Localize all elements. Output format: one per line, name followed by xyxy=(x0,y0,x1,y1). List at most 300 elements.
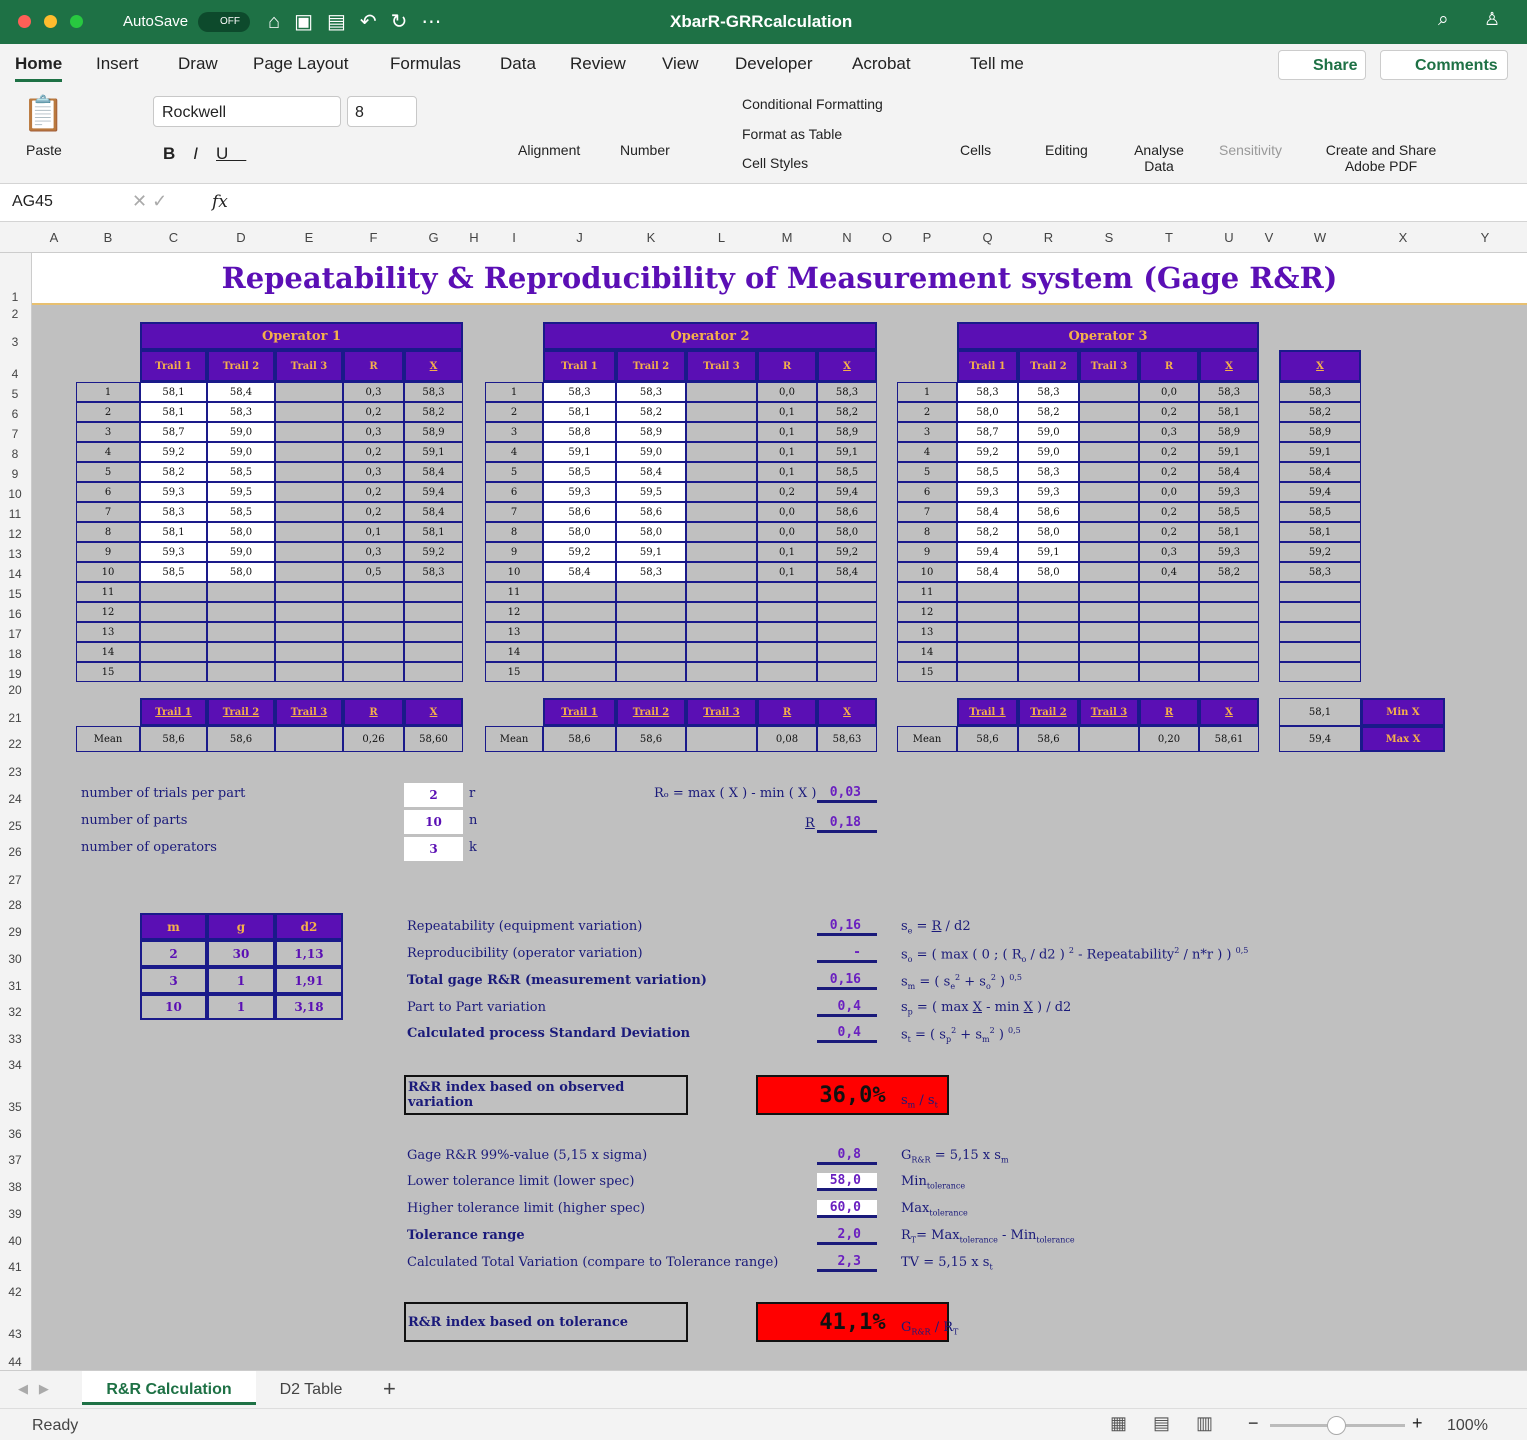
measurement-cell[interactable] xyxy=(1079,482,1139,502)
row-header-36[interactable]: 36 xyxy=(8,1127,22,1141)
mean-value[interactable] xyxy=(686,726,757,752)
mean-value[interactable]: 0,08 xyxy=(757,726,817,752)
measurement-cell[interactable]: 0,1 xyxy=(343,522,404,542)
measurement-cell[interactable]: 0,1 xyxy=(757,442,817,462)
measurement-cell[interactable]: 59,3 xyxy=(140,482,207,502)
measurement-cell[interactable] xyxy=(275,642,343,662)
measurement-cell[interactable]: 0,2 xyxy=(1139,442,1199,462)
part-number[interactable]: 13 xyxy=(76,622,140,642)
row-header-7[interactable]: 7 xyxy=(11,427,19,441)
measurement-cell[interactable] xyxy=(1199,602,1259,622)
part-number[interactable]: 10 xyxy=(76,562,140,582)
measurement-cell[interactable]: 58,8 xyxy=(543,422,616,442)
measurement-cell[interactable] xyxy=(207,582,275,602)
autosave-toggle[interactable]: OFF xyxy=(198,12,250,32)
ribbon-tab-page-layout[interactable]: Page Layout xyxy=(253,54,349,73)
row-header-5[interactable]: 5 xyxy=(11,387,19,401)
worksheet[interactable] xyxy=(32,253,1527,1370)
column-header[interactable]: X xyxy=(1398,230,1408,245)
column-header[interactable]: Y xyxy=(1480,230,1490,245)
measurement-cell[interactable]: 59,0 xyxy=(207,442,275,462)
part-number[interactable]: 2 xyxy=(485,402,543,422)
row-header-18[interactable]: 18 xyxy=(8,647,22,661)
measurement-cell[interactable] xyxy=(957,602,1018,622)
view-buttons[interactable]: ▦▤▥ xyxy=(1110,1413,1240,1433)
measurement-cell[interactable]: 58,4 xyxy=(957,562,1018,582)
measurement-cell[interactable]: 58,0 xyxy=(207,522,275,542)
measurement-cell[interactable]: 0,1 xyxy=(757,462,817,482)
measurement-cell[interactable] xyxy=(275,382,343,402)
row-header-38[interactable]: 38 xyxy=(8,1180,22,1194)
zoom-out-button[interactable]: − xyxy=(1248,1413,1259,1433)
measurement-cell[interactable] xyxy=(686,542,757,562)
measurement-cell[interactable] xyxy=(616,602,686,622)
part-number[interactable]: 11 xyxy=(76,582,140,602)
measurement-cell[interactable]: 0,1 xyxy=(757,542,817,562)
font-style-buttons[interactable]: BIU xyxy=(163,144,247,163)
measurement-cell[interactable]: 59,2 xyxy=(140,442,207,462)
paste-icon[interactable]: 📋 xyxy=(22,95,65,133)
row-header-13[interactable]: 13 xyxy=(8,547,22,561)
column-header[interactable]: D xyxy=(236,230,246,245)
measurement-cell[interactable]: 58,4 xyxy=(404,502,463,522)
measurement-cell[interactable] xyxy=(140,642,207,662)
measurement-cell[interactable] xyxy=(1018,602,1079,622)
font-size-select[interactable]: 8 xyxy=(347,96,417,127)
mean-value[interactable]: 58,6 xyxy=(207,726,275,752)
measurement-cell[interactable] xyxy=(957,642,1018,662)
column-header[interactable]: I xyxy=(512,230,516,245)
measurement-cell[interactable]: 0,0 xyxy=(757,382,817,402)
row-header-37[interactable]: 37 xyxy=(8,1153,22,1167)
measurement-cell[interactable]: 58,1 xyxy=(543,402,616,422)
measurement-cell[interactable]: 0,0 xyxy=(1139,482,1199,502)
column-header[interactable]: M xyxy=(781,230,793,245)
row-header-22[interactable]: 22 xyxy=(8,737,22,751)
part-number[interactable]: 10 xyxy=(485,562,543,582)
row-header-27[interactable]: 27 xyxy=(8,873,22,887)
column-header[interactable]: R xyxy=(1043,230,1054,245)
part-number[interactable]: 9 xyxy=(76,542,140,562)
measurement-cell[interactable]: 59,1 xyxy=(1199,442,1259,462)
measurement-cell[interactable] xyxy=(275,542,343,562)
measurement-cell[interactable]: 59,4 xyxy=(957,542,1018,562)
row-header-24[interactable]: 24 xyxy=(8,792,22,806)
column-header[interactable]: L xyxy=(717,230,726,245)
measurement-cell[interactable]: 58,1 xyxy=(140,522,207,542)
measurement-cell[interactable]: 59,3 xyxy=(1199,482,1259,502)
ribbon-tab-acrobat[interactable]: Acrobat xyxy=(852,54,911,73)
measurement-cell[interactable] xyxy=(1018,622,1079,642)
measurement-cell[interactable]: 0,3 xyxy=(343,382,404,402)
row-header-20[interactable]: 20 xyxy=(8,683,22,697)
zoom-slider-handle[interactable] xyxy=(1327,1416,1346,1435)
measurement-cell[interactable]: 58,7 xyxy=(957,422,1018,442)
part-number[interactable]: 7 xyxy=(76,502,140,522)
column-header[interactable]: W xyxy=(1313,230,1327,245)
measurement-cell[interactable]: 58,6 xyxy=(616,502,686,522)
measurement-cell[interactable] xyxy=(1199,622,1259,642)
measurement-cell[interactable]: 59,3 xyxy=(957,482,1018,502)
measurement-cell[interactable] xyxy=(1199,662,1259,682)
measurement-cell[interactable] xyxy=(343,622,404,642)
measurement-cell[interactable]: 58,4 xyxy=(957,502,1018,522)
mean-value[interactable] xyxy=(1079,726,1139,752)
measurement-cell[interactable]: 58,3 xyxy=(1018,462,1079,482)
param-input[interactable]: 10 xyxy=(404,810,463,834)
measurement-cell[interactable] xyxy=(1079,662,1139,682)
xbar-value[interactable]: 58,2 xyxy=(1279,402,1361,422)
measurement-cell[interactable] xyxy=(957,662,1018,682)
part-number[interactable]: 14 xyxy=(485,642,543,662)
measurement-cell[interactable] xyxy=(1199,582,1259,602)
part-number[interactable]: 3 xyxy=(897,422,957,442)
measurement-cell[interactable] xyxy=(1079,382,1139,402)
measurement-cell[interactable]: 58,2 xyxy=(404,402,463,422)
part-number[interactable]: 15 xyxy=(485,662,543,682)
measurement-cell[interactable]: 58,5 xyxy=(207,462,275,482)
measurement-cell[interactable]: 58,4 xyxy=(404,462,463,482)
measurement-cell[interactable] xyxy=(275,502,343,522)
measurement-cell[interactable] xyxy=(817,602,877,622)
measurement-cell[interactable] xyxy=(1018,642,1079,662)
part-number[interactable]: 11 xyxy=(485,582,543,602)
measurement-cell[interactable] xyxy=(275,602,343,622)
measurement-cell[interactable]: 0,2 xyxy=(343,402,404,422)
part-number[interactable]: 6 xyxy=(76,482,140,502)
measurement-cell[interactable] xyxy=(686,502,757,522)
part-number[interactable]: 7 xyxy=(897,502,957,522)
part-number[interactable]: 6 xyxy=(485,482,543,502)
part-number[interactable]: 1 xyxy=(76,382,140,402)
min-xbar-value[interactable]: 58,1 xyxy=(1279,698,1361,726)
measurement-cell[interactable] xyxy=(275,522,343,542)
measurement-cell[interactable]: 58,4 xyxy=(543,562,616,582)
measurement-cell[interactable] xyxy=(757,582,817,602)
measurement-cell[interactable]: 0,2 xyxy=(343,502,404,522)
measurement-cell[interactable] xyxy=(140,622,207,642)
measurement-cell[interactable] xyxy=(275,662,343,682)
fx-icon[interactable]: fx xyxy=(212,192,228,212)
zoom-button[interactable] xyxy=(70,15,83,28)
measurement-cell[interactable] xyxy=(275,482,343,502)
measurement-cell[interactable]: 58,9 xyxy=(817,422,877,442)
column-header[interactable]: V xyxy=(1264,230,1274,245)
measurement-cell[interactable]: 59,2 xyxy=(404,542,463,562)
measurement-cell[interactable] xyxy=(1018,582,1079,602)
measurement-cell[interactable]: 0,2 xyxy=(1139,462,1199,482)
measurement-cell[interactable]: 58,2 xyxy=(140,462,207,482)
measurement-cell[interactable] xyxy=(1199,642,1259,662)
measurement-cell[interactable]: 59,0 xyxy=(207,542,275,562)
measurement-cell[interactable]: 59,3 xyxy=(543,482,616,502)
measurement-cell[interactable]: 0,2 xyxy=(1139,522,1199,542)
measurement-cell[interactable]: 58,3 xyxy=(817,382,877,402)
row-header-9[interactable]: 9 xyxy=(11,467,19,481)
quick-access-icons[interactable]: ⌂▣▤↶↻⋯ xyxy=(268,11,456,33)
measurement-cell[interactable]: 59,0 xyxy=(207,422,275,442)
row-header-15[interactable]: 15 xyxy=(8,587,22,601)
measurement-cell[interactable] xyxy=(1079,522,1139,542)
measurement-cell[interactable]: 0,2 xyxy=(757,482,817,502)
measurement-cell[interactable] xyxy=(686,422,757,442)
measurement-cell[interactable]: 58,1 xyxy=(1199,402,1259,422)
part-number[interactable]: 14 xyxy=(76,642,140,662)
measurement-cell[interactable] xyxy=(686,562,757,582)
measurement-cell[interactable] xyxy=(1139,602,1199,622)
column-header[interactable]: Q xyxy=(982,230,993,245)
row-header-35[interactable]: 35 xyxy=(8,1100,22,1114)
column-header[interactable]: G xyxy=(428,230,439,245)
result-value[interactable]: 60,0 xyxy=(817,1200,877,1218)
measurement-cell[interactable]: 59,3 xyxy=(1199,542,1259,562)
zoom-in-button[interactable]: + xyxy=(1412,1413,1423,1433)
mean-value[interactable]: 0,20 xyxy=(1139,726,1199,752)
measurement-cell[interactable]: 58,3 xyxy=(1018,382,1079,402)
measurement-cell[interactable]: 59,1 xyxy=(616,542,686,562)
measurement-cell[interactable] xyxy=(1018,662,1079,682)
part-number[interactable]: 10 xyxy=(897,562,957,582)
measurement-cell[interactable]: 58,3 xyxy=(404,562,463,582)
measurement-cell[interactable] xyxy=(1079,442,1139,462)
measurement-cell[interactable] xyxy=(1139,642,1199,662)
d2-cell[interactable]: 30 xyxy=(207,940,275,967)
cell-styles-button[interactable]: Cell Styles xyxy=(742,155,809,171)
measurement-cell[interactable] xyxy=(686,522,757,542)
row-header-19[interactable]: 19 xyxy=(8,667,22,681)
part-number[interactable]: 4 xyxy=(485,442,543,462)
measurement-cell[interactable]: 59,2 xyxy=(543,542,616,562)
measurement-cell[interactable] xyxy=(343,582,404,602)
measurement-cell[interactable] xyxy=(686,602,757,622)
measurement-cell[interactable] xyxy=(1079,422,1139,442)
part-number[interactable]: 5 xyxy=(897,462,957,482)
measurement-cell[interactable] xyxy=(616,622,686,642)
measurement-cell[interactable] xyxy=(275,402,343,422)
mean-value[interactable]: 58,6 xyxy=(957,726,1018,752)
cells-button[interactable]: Cells xyxy=(960,142,992,158)
analyse-data-button[interactable]: Analyse Data xyxy=(1134,142,1184,174)
measurement-cell[interactable] xyxy=(1079,622,1139,642)
column-header[interactable]: E xyxy=(304,230,314,245)
format-as-table-button[interactable]: Format as Table xyxy=(742,126,843,142)
measurement-cell[interactable]: 58,3 xyxy=(616,562,686,582)
measurement-cell[interactable]: 59,1 xyxy=(817,442,877,462)
param-input[interactable]: 3 xyxy=(404,837,463,861)
measurement-cell[interactable]: 58,2 xyxy=(1018,402,1079,422)
measurement-cell[interactable]: 59,2 xyxy=(957,442,1018,462)
measurement-cell[interactable]: 59,2 xyxy=(817,542,877,562)
mean-label[interactable]: Mean xyxy=(897,726,957,752)
measurement-cell[interactable]: 58,4 xyxy=(616,462,686,482)
part-number[interactable]: 15 xyxy=(897,662,957,682)
measurement-cell[interactable]: 58,1 xyxy=(404,522,463,542)
ribbon-tab-data[interactable]: Data xyxy=(500,54,536,73)
measurement-cell[interactable]: 58,1 xyxy=(1199,522,1259,542)
measurement-cell[interactable]: 58,0 xyxy=(957,402,1018,422)
row-header-23[interactable]: 23 xyxy=(8,765,22,779)
measurement-cell[interactable]: 0,3 xyxy=(343,462,404,482)
measurement-cell[interactable]: 59,0 xyxy=(616,442,686,462)
measurement-cell[interactable]: 0,0 xyxy=(1139,382,1199,402)
mean-label[interactable]: Mean xyxy=(76,726,140,752)
column-header[interactable]: P xyxy=(922,230,932,245)
row-header-30[interactable]: 30 xyxy=(8,952,22,966)
measurement-cell[interactable]: 59,1 xyxy=(543,442,616,462)
ribbon-tab-home[interactable]: Home xyxy=(15,54,62,82)
part-number[interactable]: 12 xyxy=(485,602,543,622)
measurement-cell[interactable]: 0,1 xyxy=(757,402,817,422)
part-number[interactable]: 5 xyxy=(485,462,543,482)
part-number[interactable]: 8 xyxy=(76,522,140,542)
paste-button[interactable]: Paste xyxy=(26,142,62,158)
measurement-cell[interactable] xyxy=(686,482,757,502)
ribbon-tab-tell-me[interactable]: Tell me xyxy=(970,54,1024,73)
d2-cell[interactable]: 10 xyxy=(140,994,207,1020)
d2-cell[interactable]: 1 xyxy=(207,967,275,994)
mean-value[interactable]: 58,60 xyxy=(404,726,463,752)
measurement-cell[interactable] xyxy=(140,662,207,682)
xbar-value[interactable]: 59,2 xyxy=(1279,542,1361,562)
part-number[interactable]: 9 xyxy=(897,542,957,562)
measurement-cell[interactable] xyxy=(543,602,616,622)
ribbon-tab-developer[interactable]: Developer xyxy=(735,54,813,73)
measurement-cell[interactable]: 59,3 xyxy=(1018,482,1079,502)
measurement-cell[interactable]: 0,3 xyxy=(343,542,404,562)
measurement-cell[interactable]: 58,3 xyxy=(404,382,463,402)
xbar-value[interactable] xyxy=(1279,642,1361,662)
result-value[interactable]: 58,0 xyxy=(817,1173,877,1191)
mean-value[interactable]: 0,26 xyxy=(343,726,404,752)
part-number[interactable]: 7 xyxy=(485,502,543,522)
measurement-cell[interactable] xyxy=(957,582,1018,602)
conditional-formatting-button[interactable]: Conditional Formatting xyxy=(742,96,883,112)
measurement-cell[interactable] xyxy=(686,622,757,642)
part-number[interactable]: 2 xyxy=(76,402,140,422)
measurement-cell[interactable] xyxy=(343,662,404,682)
measurement-cell[interactable] xyxy=(686,642,757,662)
measurement-cell[interactable]: 58,6 xyxy=(1018,502,1079,522)
measurement-cell[interactable] xyxy=(957,622,1018,642)
measurement-cell[interactable] xyxy=(1079,642,1139,662)
column-header[interactable]: O xyxy=(881,230,893,245)
measurement-cell[interactable] xyxy=(275,562,343,582)
add-sheet-button[interactable]: + xyxy=(383,1376,396,1401)
measurement-cell[interactable]: 0,2 xyxy=(1139,502,1199,522)
column-header[interactable]: U xyxy=(1224,230,1234,245)
row-header-29[interactable]: 29 xyxy=(8,925,22,939)
minimize-button[interactable] xyxy=(44,15,57,28)
share-button[interactable]: Share xyxy=(1278,50,1366,80)
measurement-cell[interactable]: 58,5 xyxy=(1199,502,1259,522)
measurement-cell[interactable] xyxy=(757,622,817,642)
row-header-44[interactable]: 44 xyxy=(8,1355,22,1369)
measurement-cell[interactable] xyxy=(686,582,757,602)
param-input[interactable]: 2 xyxy=(404,783,463,807)
measurement-cell[interactable]: 58,6 xyxy=(817,502,877,522)
mean-value[interactable]: 58,6 xyxy=(140,726,207,752)
measurement-cell[interactable]: 58,5 xyxy=(817,462,877,482)
mean-value[interactable]: 58,6 xyxy=(543,726,616,752)
measurement-cell[interactable] xyxy=(757,642,817,662)
part-number[interactable]: 1 xyxy=(485,382,543,402)
measurement-cell[interactable]: 58,4 xyxy=(817,562,877,582)
row-header-1[interactable]: 1 xyxy=(11,290,19,304)
ribbon-tab-review[interactable]: Review xyxy=(570,54,626,73)
d2-cell[interactable]: 1 xyxy=(207,994,275,1020)
measurement-cell[interactable]: 58,3 xyxy=(543,382,616,402)
measurement-cell[interactable] xyxy=(1139,622,1199,642)
alignment-button[interactable]: Alignment xyxy=(518,142,581,158)
xbar-value[interactable]: 58,1 xyxy=(1279,522,1361,542)
zoom-slider[interactable] xyxy=(1270,1424,1405,1427)
measurement-cell[interactable]: 58,7 xyxy=(140,422,207,442)
row-header-41[interactable]: 41 xyxy=(8,1260,22,1274)
measurement-cell[interactable] xyxy=(757,602,817,622)
xbar-value[interactable]: 59,4 xyxy=(1279,482,1361,502)
row-header-42[interactable]: 42 xyxy=(8,1285,22,1299)
measurement-cell[interactable]: 58,0 xyxy=(616,522,686,542)
column-header[interactable]: H xyxy=(469,230,479,245)
measurement-cell[interactable]: 0,4 xyxy=(1139,562,1199,582)
search-icon[interactable]: ⌕ xyxy=(1438,9,1449,30)
xbar-value[interactable] xyxy=(1279,622,1361,642)
measurement-cell[interactable] xyxy=(404,642,463,662)
part-number[interactable]: 12 xyxy=(76,602,140,622)
ribbon-tab-draw[interactable]: Draw xyxy=(178,54,218,73)
row-header-4[interactable]: 4 xyxy=(11,367,19,381)
part-number[interactable]: 12 xyxy=(897,602,957,622)
measurement-cell[interactable]: 58,3 xyxy=(140,502,207,522)
ribbon-tab-formulas[interactable]: Formulas xyxy=(390,54,461,73)
measurement-cell[interactable] xyxy=(404,622,463,642)
measurement-cell[interactable]: 58,1 xyxy=(140,382,207,402)
xbar-value[interactable]: 58,5 xyxy=(1279,502,1361,522)
mean-label[interactable]: Mean xyxy=(485,726,543,752)
d2-cell[interactable]: 1,13 xyxy=(275,940,343,967)
measurement-cell[interactable] xyxy=(207,622,275,642)
measurement-cell[interactable] xyxy=(543,622,616,642)
measurement-cell[interactable]: 0,3 xyxy=(343,422,404,442)
measurement-cell[interactable]: 58,2 xyxy=(1199,562,1259,582)
measurement-cell[interactable] xyxy=(207,642,275,662)
measurement-cell[interactable] xyxy=(1079,402,1139,422)
column-header[interactable]: B xyxy=(103,230,113,245)
measurement-cell[interactable] xyxy=(1079,542,1139,562)
close-button[interactable] xyxy=(18,15,31,28)
scroll-tabs-icon[interactable]: ◀ ▶ xyxy=(18,1381,49,1396)
measurement-cell[interactable] xyxy=(275,422,343,442)
number-button[interactable]: Number xyxy=(620,142,670,158)
part-number[interactable]: 4 xyxy=(76,442,140,462)
measurement-cell[interactable] xyxy=(686,382,757,402)
d2-cell[interactable]: 2 xyxy=(140,940,207,967)
mean-value[interactable]: 58,63 xyxy=(817,726,877,752)
measurement-cell[interactable]: 58,0 xyxy=(817,522,877,542)
d2-cell[interactable]: 3,18 xyxy=(275,994,343,1020)
measurement-cell[interactable] xyxy=(275,442,343,462)
measurement-cell[interactable] xyxy=(275,622,343,642)
measurement-cell[interactable] xyxy=(275,582,343,602)
measurement-cell[interactable]: 58,4 xyxy=(207,382,275,402)
adobe-pdf-button[interactable]: Create and Share Adobe PDF xyxy=(1325,142,1437,174)
measurement-cell[interactable] xyxy=(1079,502,1139,522)
column-header[interactable]: K xyxy=(646,230,656,245)
formula-input[interactable] xyxy=(245,188,1505,216)
measurement-cell[interactable] xyxy=(616,582,686,602)
name-box[interactable]: AG45 xyxy=(12,193,53,210)
measurement-cell[interactable] xyxy=(1079,602,1139,622)
